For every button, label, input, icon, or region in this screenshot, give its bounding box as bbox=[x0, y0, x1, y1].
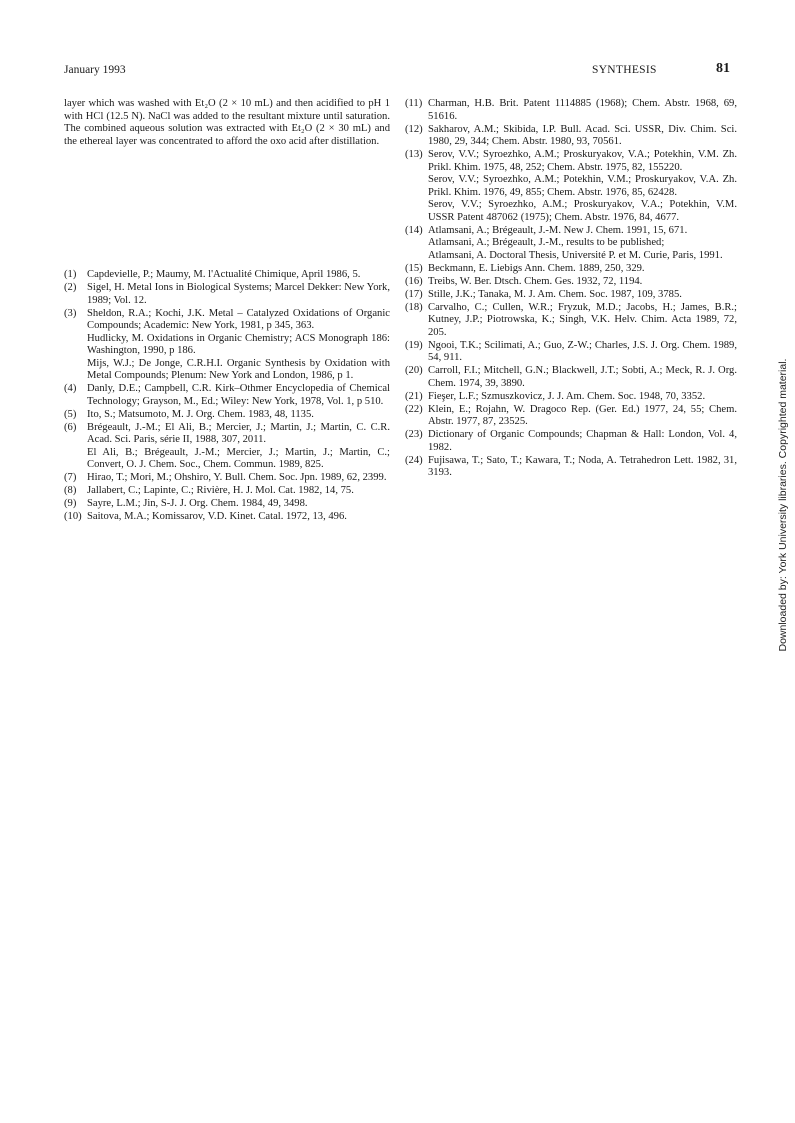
experimental-text bbox=[64, 98, 390, 148]
reference-text: Sakharov, A.M.; Skibida, I.P. Bull. Acad. Sci. USSR, Div. Chim. Sci. 1980, 29, 344; Chem. Abstr. 1980, 93, 70561. bbox=[428, 123, 737, 147]
journal-name: SYNTHESIS bbox=[592, 64, 657, 76]
reference-text: Atlamsani, A. Doctoral Thesis, Université P. et M. Curie, Paris, 1991. bbox=[428, 249, 723, 261]
reference-text: Mijs, W.J.; De Jonge, C.R.H.I. Organic Synthesis by Oxidation with Metal Compounds; Plenum: New York and London, 1986, p 1. bbox=[87, 357, 390, 381]
reference-text: Atlamsani, A.; Brégeault, J.-M. New J. Chem. 1991, 15, 671. bbox=[428, 224, 688, 236]
reference-number: (13) bbox=[405, 149, 423, 160]
reference-text: Sayre, L.M.; Jin, S-J. J. Org. Chem. 1984, 49, 3498. bbox=[87, 498, 308, 509]
reference-item bbox=[64, 409, 390, 422]
reference-text: Brégeault, J.-M.; El Ali, B.; Mercier, J.; Martin, J.; Martin, C. C.R. Acad. Sci. Paris, série II, 1988, 307, 2011. bbox=[87, 421, 390, 445]
reference-number: (23) bbox=[405, 429, 423, 440]
reference-item bbox=[405, 404, 737, 429]
reference-number: (24) bbox=[405, 454, 423, 466]
reference-number: (12) bbox=[405, 123, 423, 135]
reference-item bbox=[405, 124, 737, 149]
reference-number: (7) bbox=[64, 472, 77, 483]
reference-item bbox=[64, 472, 390, 485]
reference-item bbox=[405, 391, 737, 404]
reference-item bbox=[405, 289, 737, 302]
reference-number: (19) bbox=[405, 339, 423, 351]
reference-item bbox=[405, 98, 737, 123]
reference-item bbox=[405, 276, 737, 289]
reference-item bbox=[64, 511, 390, 524]
reference-text: Danly, D.E.; Campbell, C.R. Kirk–Othmer Encyclopedia of Chemical Technology; Grayson, M., Ed.; Wiley: New York, 1978, Vol. 1, p 510. bbox=[87, 383, 390, 407]
reference-item bbox=[405, 225, 737, 263]
reference-number: (14) bbox=[405, 224, 423, 236]
reference-number: (1) bbox=[64, 269, 77, 280]
reference-item bbox=[64, 269, 390, 282]
reference-item bbox=[64, 422, 390, 472]
reference-text: Serov, V.V.; Syroezhko, A.M.; Proskuryakov, V.A.; Potekhin, V.M. Zh. Prikl. Khim. 1975, 48, 252; Chem. Abstr. 1975, 82, 155220. bbox=[428, 149, 737, 173]
reference-item bbox=[405, 149, 737, 224]
references-left-column bbox=[64, 269, 390, 524]
reference-number: (17) bbox=[405, 288, 423, 300]
reference-number: (22) bbox=[405, 403, 423, 415]
issue-date: January 1993 bbox=[64, 64, 126, 76]
reference-item bbox=[64, 485, 390, 498]
reference-number: (9) bbox=[64, 498, 77, 509]
download-watermark bbox=[775, 295, 791, 715]
reference-text: Klein, E.; Rojahn, W. Dragoco Rep. (Ger. Ed.) 1977, 24, 55; Chem. Abstr. 1977, 87, 23525. bbox=[428, 403, 737, 427]
reference-number: (20) bbox=[405, 365, 423, 376]
reference-text: Jallabert, C.; Lapinte, C.; Rivière, H. J. Mol. Cat. 1982, 14, 75. bbox=[87, 485, 354, 496]
reference-number: (18) bbox=[405, 301, 423, 313]
reference-text: Beckmann, E. Liebigs Ann. Chem. 1889, 250, 329. bbox=[428, 262, 645, 274]
reference-number: (11) bbox=[405, 98, 423, 109]
reference-number: (6) bbox=[64, 421, 77, 433]
paragraph: layer which was washed with Et₂O (2 × 10 mL) and then acidified to pH 1 with HCl (12.5 N). NaCl was added to the resultant mixture until saturation. The combined aqueous solution was extracted with Et₂O (2 × 30 mL) and the ethereal layer was concentrated to afford the oxo acid after distillation. bbox=[64, 98, 390, 147]
reference-number: (10) bbox=[64, 511, 82, 522]
reference-text: Hirao, T.; Mori, M.; Ohshiro, Y. Bull. Chem. Soc. Jpn. 1989, 62, 2399. bbox=[87, 472, 387, 483]
page-header bbox=[64, 62, 734, 80]
reference-text: Carvalho, C.; Cullen, W.R.; Fryzuk, M.D.; Jacobs, H.; James, B.R.; Kutney, J.P.; Piotrowska, K.; Singh, V.K. Helv. Chim. Acta 1989, 72, 205. bbox=[428, 301, 737, 338]
reference-item bbox=[405, 263, 737, 276]
reference-number: (21) bbox=[405, 390, 423, 402]
page-number: 81 bbox=[716, 61, 730, 76]
reference-text: Charman, H.B. Brit. Patent 1114885 (1968); Chem. Abstr. 1968, 69, 51616. bbox=[428, 98, 737, 122]
reference-item bbox=[405, 365, 737, 390]
reference-text: Treibs, W. Ber. Dtsch. Chem. Ges. 1932, 72, 1194. bbox=[428, 275, 643, 287]
reference-text: Ito, S.; Matsumoto, M. J. Org. Chem. 1983, 48, 1135. bbox=[87, 408, 314, 420]
reference-text: Sheldon, R.A.; Kochi, J.K. Metal – Catalyzed Oxidations of Organic Compounds; Academic: New York, 1981, p 345, 363. bbox=[87, 307, 390, 331]
reference-number: (3) bbox=[64, 307, 77, 319]
reference-number: (5) bbox=[64, 408, 77, 420]
reference-item bbox=[64, 308, 390, 383]
reference-number: (8) bbox=[64, 485, 77, 496]
reference-text: Capdevielle, P.; Maumy, M. l'Actualité Chimique, April 1986, 5. bbox=[87, 269, 361, 280]
reference-number: (15) bbox=[405, 262, 423, 274]
reference-text: Saitova, M.A.; Komissarov, V.D. Kinet. Catal. 1972, 13, 496. bbox=[87, 511, 347, 522]
reference-text: Stille, J.K.; Tanaka, M. J. Am. Chem. Soc. 1987, 109, 3785. bbox=[428, 288, 682, 300]
reference-number: (2) bbox=[64, 282, 77, 293]
reference-text: Serov, V.V.; Syroezhko, A.M.; Proskuryakov, V.A.; Potekhin, V.M. USSR Patent 487062 (1975); Chem. Abstr. 1976, 84, 4677. bbox=[428, 199, 737, 223]
reference-text: Carroll, F.I.; Mitchell, G.N.; Blackwell, J.T.; Sobti, A.; Meck, R. J. Org. Chem. 1974, 39, 3890. bbox=[428, 365, 737, 389]
reference-item bbox=[64, 498, 390, 511]
reference-item bbox=[405, 302, 737, 340]
reference-text: Fieşer, L.F.; Szmuszkovicz, J. J. Am. Chem. Soc. 1948, 70, 3352. bbox=[428, 390, 706, 402]
reference-text: Hudlicky, M. Oxidations in Organic Chemistry; ACS Monograph 186: Washington, 1990, p 186. bbox=[87, 332, 390, 356]
reference-item bbox=[64, 282, 390, 307]
reference-text: Serov, V.V.; Syroezhko, A.M.; Potekhin, V.M.; Proskuryakov, V.A. Zh. Prikl. Khim. 1976, 49, 855; Chem. Abstr. 1976, 85, 62428. bbox=[428, 174, 737, 198]
reference-text: Ngooi, T.K.; Scilimati, A.; Guo, Z-W.; Charles, J.S. J. Org. Chem. 1989, 54, 911. bbox=[428, 339, 737, 363]
reference-text: Fujisawa, T.; Sato, T.; Kawara, T.; Noda, A. Tetrahedron Lett. 1982, 31, 3193. bbox=[428, 454, 737, 478]
reference-text: Dictionary of Organic Compounds; Chapman & Hall: London, Vol. 4, 1982. bbox=[428, 429, 737, 453]
reference-text: Sigel, H. Metal Ions in Biological Systems; Marcel Dekker: New York, 1989; Vol. 12. bbox=[87, 282, 390, 306]
references-right-column bbox=[405, 98, 737, 480]
watermark-text: Downloaded by: York University libraries. Copyrighted material. bbox=[777, 358, 789, 652]
reference-item bbox=[405, 455, 737, 480]
reference-text: El Ali, B.; Brégeault, J.-M.; Mercier, J.; Martin, J.; Martin, C.; Convert, O. J. Chem. Soc., Chem. Commun. 1989, 825. bbox=[87, 446, 390, 470]
reference-item bbox=[405, 429, 737, 454]
reference-number: (16) bbox=[405, 275, 423, 287]
reference-item bbox=[405, 340, 737, 365]
reference-text: Atlamsani, A.; Brégeault, J.-M., results to be published; bbox=[428, 237, 665, 248]
reference-item bbox=[64, 383, 390, 408]
reference-number: (4) bbox=[64, 383, 77, 394]
